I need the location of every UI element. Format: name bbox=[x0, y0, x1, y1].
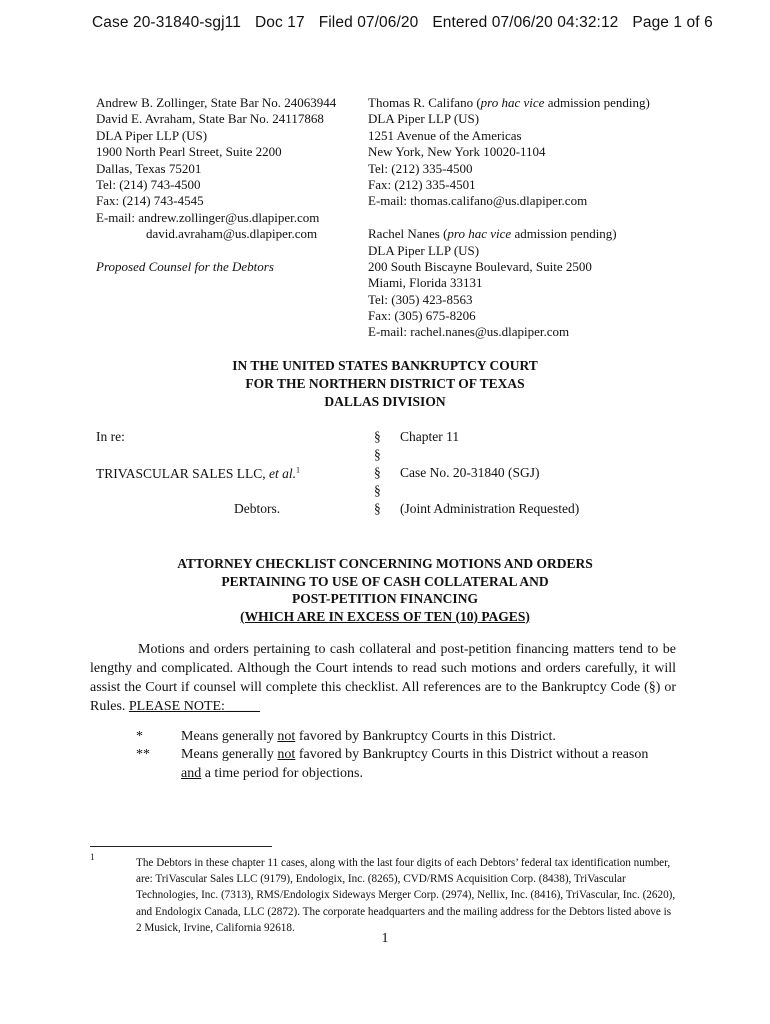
counsel-line: 1900 North Pearl Street, Suite 2200 bbox=[96, 144, 282, 160]
section-mark: § bbox=[374, 483, 381, 498]
counsel-line: E-mail: rachel.nanes@us.dlapiper.com bbox=[368, 324, 570, 340]
court-heading bbox=[0, 357, 770, 411]
section-mark: § bbox=[374, 465, 381, 480]
footnote-divider bbox=[90, 846, 272, 847]
title-line: ATTORNEY CHECKLIST CONCERNING MOTIONS AND ORDERS bbox=[177, 556, 593, 571]
page-number: 1 bbox=[381, 931, 389, 946]
counsel-line: 200 South Biscayne Boulevard, Suite 2500 bbox=[368, 258, 592, 274]
debtor-name: TRIVASCULAR SALES LLC, et al.$^1$ bbox=[96, 465, 301, 481]
please-note: PLEASE NOTE:_____ bbox=[128, 699, 260, 714]
counsel-line: Andrew B. Zollinger, State Bar No. 24063944 bbox=[96, 95, 337, 110]
section-mark: § bbox=[374, 429, 381, 444]
counsel-line: Tel: (305) 423-8563 bbox=[368, 291, 473, 307]
counsel-line: New York, New York 10020-1104 bbox=[368, 144, 546, 160]
section-mark: § bbox=[374, 447, 381, 462]
counsel-line: Fax: (214) 743-4545 bbox=[96, 193, 204, 209]
entered-date: Entered 07/06/20 04:32:12 bbox=[432, 14, 619, 31]
title-line: POST-PETITION FINANCING bbox=[292, 591, 478, 606]
filed-date: Filed 07/06/20 bbox=[318, 14, 419, 31]
counsel-line: Tel: (212) 335-4500 bbox=[368, 160, 473, 176]
counsel-line: david.avraham@us.dlapiper.com bbox=[146, 226, 318, 242]
footnote-text: The Debtors in these chapter 11 cases, along with the last four digits of each Debtors’ federal tax identification number, are: TriVascular Sales LLC (9179), Endologix, Inc. (8265), CVD/RMS Acquisition Corp. (8438), TriVascular Technologies, Inc. (7313), RMS/Endologix Sideways Merger Corp. (2974), Nellix, Inc. (8416), TriVascular, Inc. (2620), and Endologix Canada, LLC (2872). The corporate headquarters and the mailing address for the Debtors listed above is 2 Musick, Irvine, California 92618. bbox=[136, 857, 676, 934]
filing-stamp bbox=[92, 14, 727, 32]
page-of: Page 1 of 6 bbox=[632, 14, 713, 31]
debtors-label: Debtors. bbox=[234, 501, 281, 516]
title-line: (WHICH ARE IN EXCESS OF TEN (10) PAGES) bbox=[240, 608, 530, 624]
counsel-role: Proposed Counsel for the Debtors bbox=[96, 258, 274, 274]
counsel-line: David E. Avraham, State Bar No. 24117868 bbox=[96, 111, 324, 127]
counsel-line: E-mail: thomas.califano@us.dlapiper.com bbox=[368, 193, 588, 209]
counsel-line: DLA Piper LLP (US) bbox=[368, 242, 480, 258]
chapter-label: Chapter 11 bbox=[400, 429, 460, 444]
counsel-line: Dallas, Texas 75201 bbox=[96, 160, 202, 176]
section-mark: § bbox=[374, 501, 381, 516]
joint-admin-label: (Joint Administration Requested) bbox=[400, 501, 580, 516]
in-re-label: In re: bbox=[96, 429, 125, 444]
right-counsel-block bbox=[368, 95, 650, 341]
note-marker: * bbox=[136, 729, 143, 744]
court-line: FOR THE NORTHERN DISTRICT OF TEXAS bbox=[245, 376, 525, 391]
case-number: Case 20-31840-sgj11 bbox=[92, 14, 241, 31]
counsel-line: Miami, Florida 33131 bbox=[368, 275, 483, 291]
intro-text: Motions and orders pertaining to cash collateral and post-petition financing matters tend to be lengthy and complicated. Although the Court intends to read such motions and orders carefully, it will assist the Court if counsel will complete this checklist. All references are to the Bankruptcy Code (§) or Rules. bbox=[90, 642, 676, 714]
counsel-name-line: Thomas R. Califano (pro hac vice admission pending) bbox=[368, 95, 650, 110]
counsel-line: Tel: (214) 743-4500 bbox=[96, 176, 201, 192]
counsel-name-line: Rachel Nanes (pro hac vice admission pending) bbox=[368, 226, 617, 242]
intro-paragraph bbox=[90, 640, 676, 716]
court-line: DALLAS DIVISION bbox=[324, 394, 446, 409]
note-text: Means generally not favored by Bankruptcy Courts in this District without a reason and a time period for objections. bbox=[181, 747, 649, 781]
case-number-label: Case No. 20-31840 (SGJ) bbox=[400, 465, 540, 480]
title-line: PERTAINING TO USE OF CASH COLLATERAL AND bbox=[221, 573, 549, 589]
counsel-line: Fax: (305) 675-8206 bbox=[368, 308, 476, 324]
note-double-star bbox=[0, 745, 770, 785]
note-marker: ** bbox=[136, 747, 150, 762]
note-single-star bbox=[0, 727, 770, 747]
footnote-number: 1 bbox=[90, 852, 95, 862]
court-line: IN THE UNITED STATES BANKRUPTCY COURT bbox=[232, 358, 538, 373]
doc-number: Doc 17 bbox=[254, 14, 305, 31]
document-title bbox=[0, 555, 770, 625]
left-counsel-block bbox=[96, 95, 336, 275]
counsel-line: DLA Piper LLP (US) bbox=[368, 111, 480, 127]
counsel-line: Fax: (212) 335-4501 bbox=[368, 176, 476, 192]
counsel-line: DLA Piper LLP (US) bbox=[96, 127, 208, 143]
counsel-line: E-mail: andrew.zollinger@us.dlapiper.com bbox=[96, 209, 320, 225]
note-text: Means generally not favored by Bankruptcy Courts in this District. bbox=[181, 729, 556, 744]
counsel-line: 1251 Avenue of the Americas bbox=[368, 127, 522, 143]
